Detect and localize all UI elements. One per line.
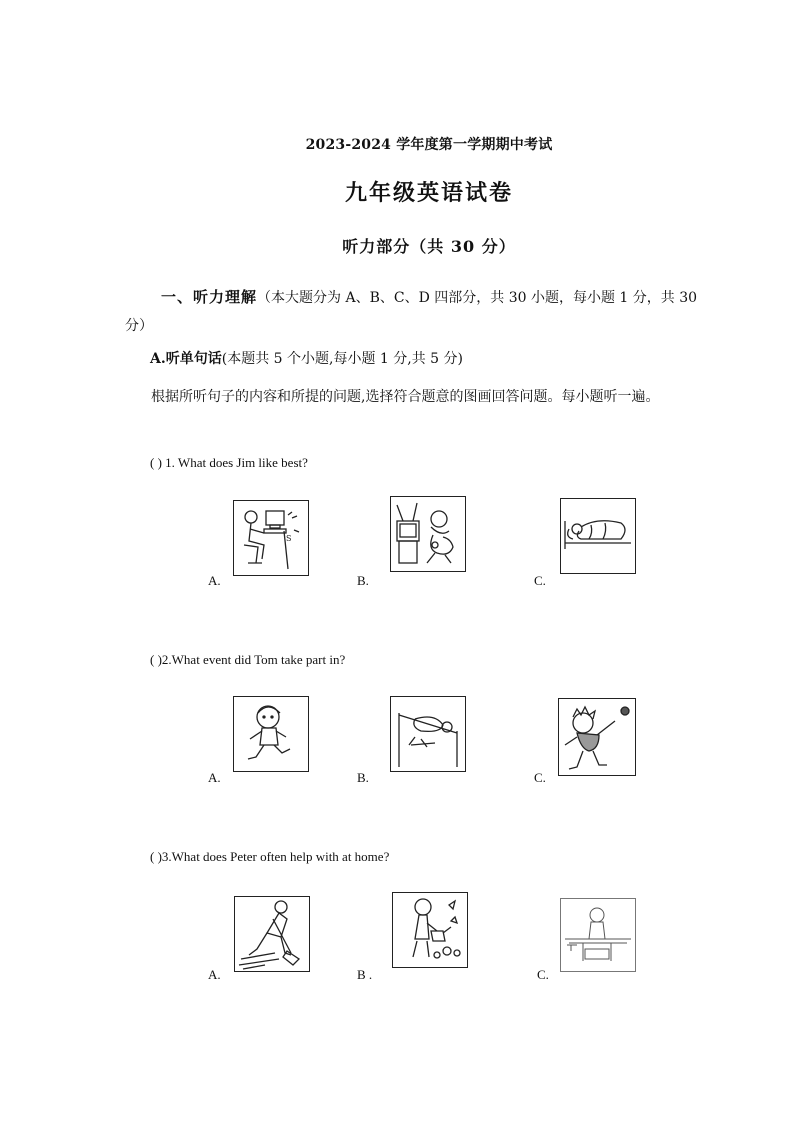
section-a-instruction: 根据所听句子的内容和所提的问题,选择符合题意的图画回答问题。每小题听一遍。 [151,389,660,405]
section-1-description: （本大题分为 A、B、C、D 四部分，共 30 小题，每小题 1 分，共 30 分） [125,290,698,334]
section-a-paragraph [150,345,730,373]
q1-option-c-label[interactable]: C. [534,573,546,588]
running-boy-icon [233,696,309,772]
q1-option-a-label[interactable]: A. [208,573,221,588]
q2-option-b-label[interactable]: B. [357,770,369,785]
q3-option-c-label[interactable]: C. [537,967,549,982]
sweeping-floor-icon [234,896,310,972]
q2-option-a-label[interactable]: A. [208,770,221,785]
q3-option-b-label[interactable]: B . [357,967,373,982]
ball-thrower-icon [558,698,636,776]
svg-text:S: S [286,534,292,543]
watering-flowers-icon [392,892,468,968]
q3-option-a-label[interactable]: A. [208,967,221,982]
tv-watcher-icon [390,496,466,572]
q2-option-c-label[interactable]: C. [534,770,546,785]
page-title: 九年级英语试卷 [344,180,513,206]
section-1-heading: 一、听力理解 [161,288,258,306]
section-a-description: (本题共 5 个小题,每小题 1 分,共 5 分) [221,351,463,367]
question-3-text: ( )3.What does Peter often help with at home? [150,849,390,864]
child-at-table-icon [560,898,636,972]
listening-section-title: 听力部分（共 30 分） [342,237,516,256]
exam-year-title: 2023-2024 学年度第一学期期中考试 [305,137,553,153]
question-1-text: ( ) 1. What does Jim like best? [150,455,308,470]
computer-user-icon [233,500,309,576]
question-2-text: ( )2.What event did Tom take part in? [150,652,346,667]
high-jump-icon [390,696,466,772]
section-1-paragraph [125,283,705,340]
sleeping-icon [560,498,636,574]
section-a-heading: A.听单句话 [150,351,222,367]
q1-option-b-label[interactable]: B. [357,573,369,588]
